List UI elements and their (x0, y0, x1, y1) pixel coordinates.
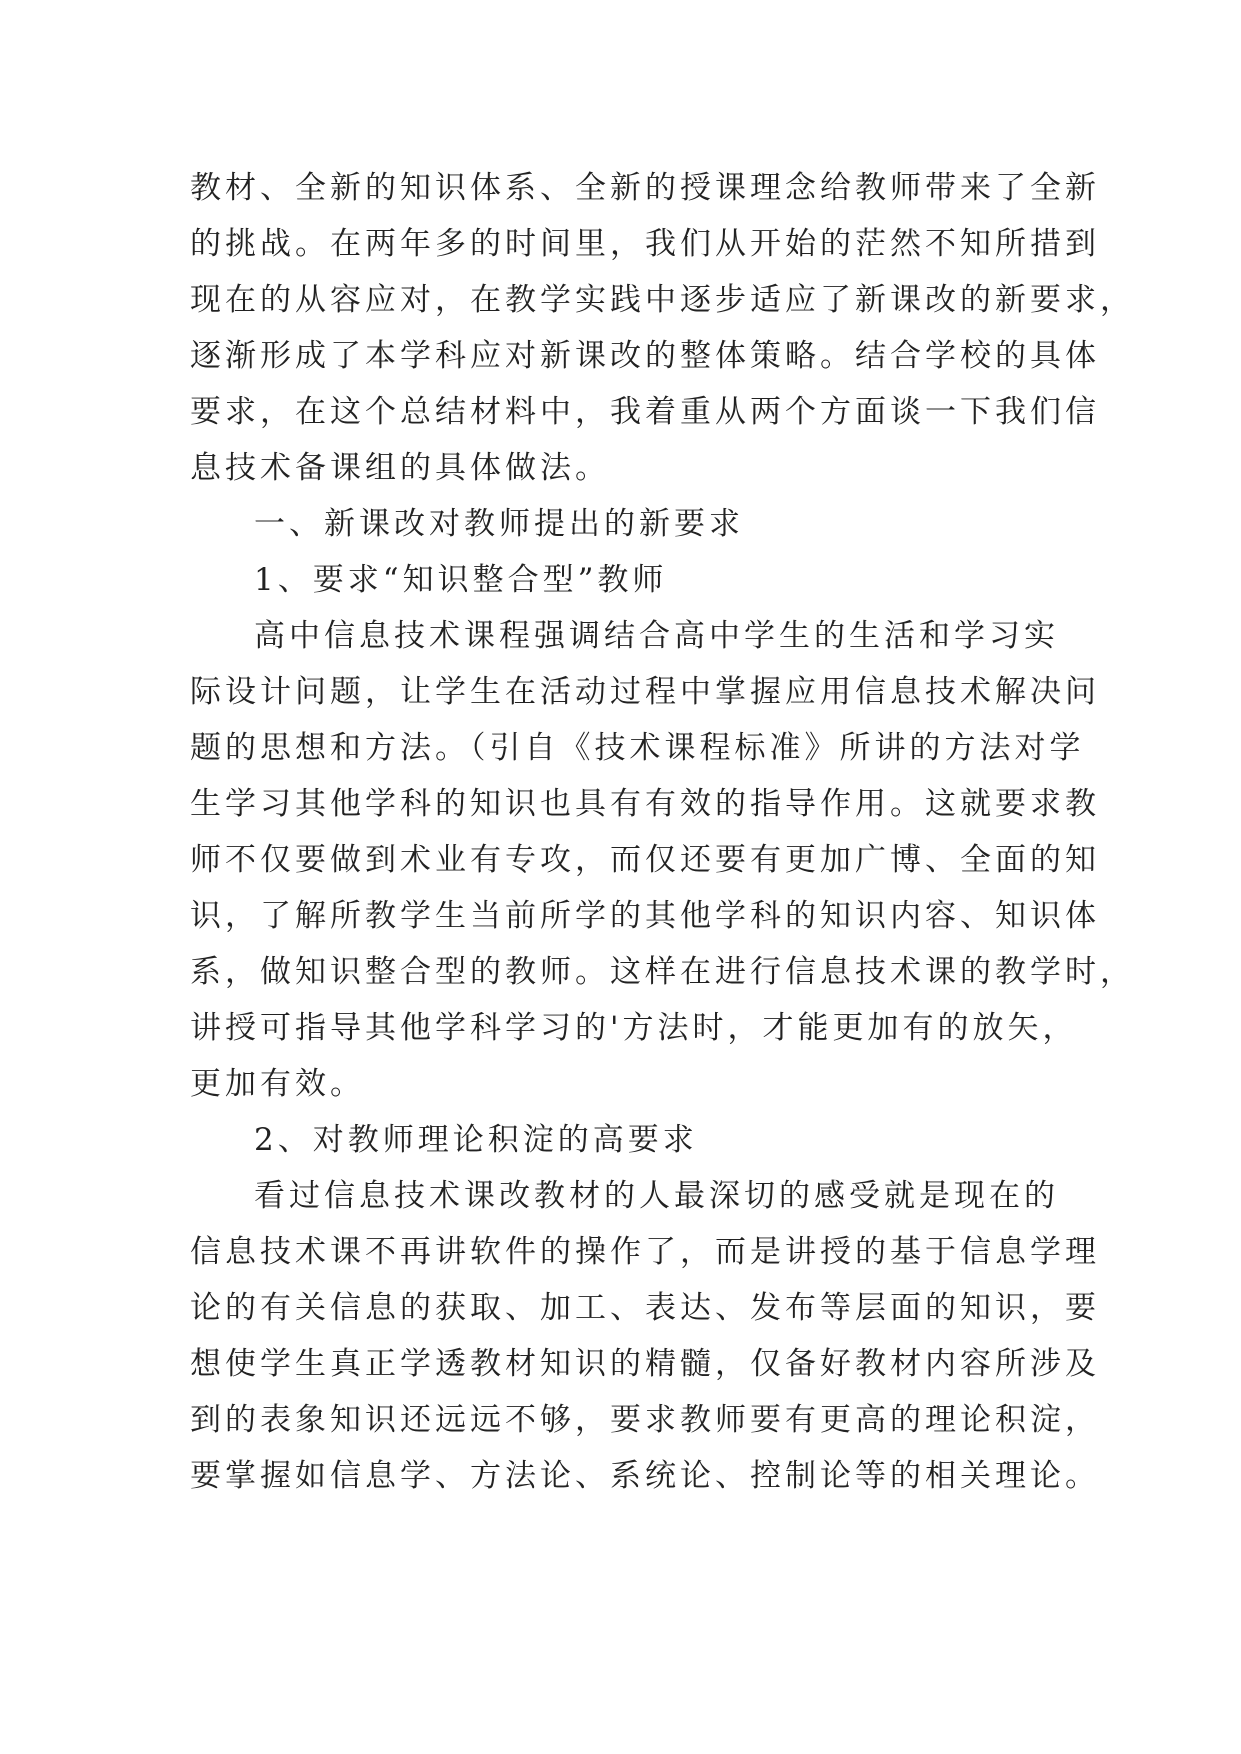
text-line: 逐渐形成了本学科应对新课改的整体策略。结合学校的具体 (190, 338, 1100, 374)
text-line: 更加有效。 (190, 1066, 365, 1102)
paragraph-first-line: 高中信息技术课程强调结合高中学生的生活和学习实 (254, 618, 1059, 654)
text-line: 到的表象知识还远远不够，要求教师要有更高的理论积淀， (190, 1402, 1100, 1438)
text-line: 信息技术课不再讲软件的操作了，而是讲授的基于信息学理 (190, 1234, 1100, 1270)
text-line: 题的思想和方法。（引自《技术课程标准》所讲的方法对学 (190, 730, 1085, 766)
text-line: 要掌握如信息学、方法论、系统论、控制论等的相关理论。 (190, 1458, 1100, 1494)
text-line: 论的有关信息的获取、加工、表达、发布等层面的知识，要 (190, 1290, 1100, 1326)
section-heading: 一、新课改对教师提出的新要求 (254, 506, 744, 542)
text-line: 想使学生真正学透教材知识的精髓，仅备好教材内容所涉及 (190, 1346, 1100, 1382)
text-line: 系，做知识整合型的教师。这样在进行信息技术课的教学时， (190, 954, 1135, 990)
body-text (190, 160, 1135, 1504)
text-line: 息技术备课组的具体做法。 (190, 450, 610, 486)
text-line: 际设计问题，让学生在活动过程中掌握应用信息技术解决问 (190, 674, 1100, 710)
text-line: 生学习其他学科的知识也具有有效的指导作用。这就要求教 (190, 786, 1100, 822)
subsection-heading: 1、要求“知识整合型”教师 (254, 562, 668, 598)
text-line: 识，了解所教学生当前所学的其他学科的知识内容、知识体 (190, 898, 1100, 934)
text-line: 讲授可指导其他学科学习的'方法时，才能更加有的放矢， (190, 1010, 1078, 1046)
paragraph-first-line: 看过信息技术课改教材的人最深切的感受就是现在的 (254, 1178, 1059, 1214)
text-line: 现在的从容应对，在教学实践中逐步适应了新课改的新要求， (190, 282, 1135, 318)
text-line: 师不仅要做到术业有专攻，而仅还要有更加广博、全面的知 (190, 842, 1100, 878)
subsection-heading: 2、对教师理论积淀的高要求 (254, 1122, 698, 1158)
text-line: 的挑战。在两年多的时间里，我们从开始的茫然不知所措到 (190, 226, 1100, 262)
text-line: 要求，在这个总结材料中，我着重从两个方面谈一下我们信 (190, 394, 1100, 430)
text-line: 教材、全新的知识体系、全新的授课理念给教师带来了全新 (190, 170, 1100, 206)
